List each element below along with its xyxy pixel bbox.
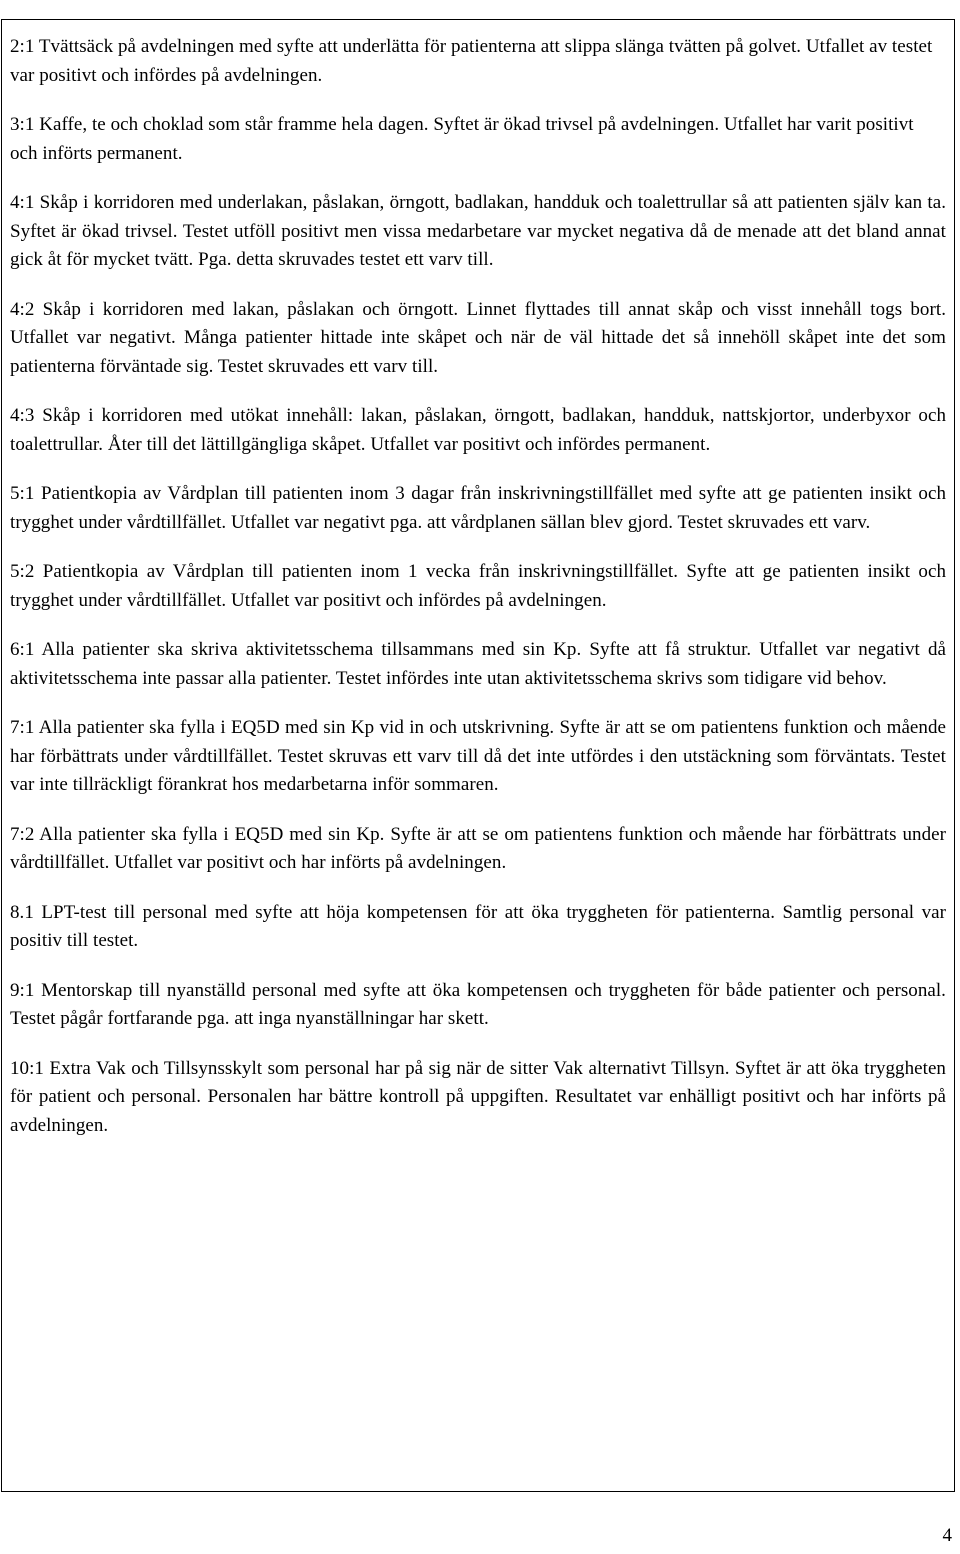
paragraph-5-1: 5:1 Patientkopia av Vårdplan till patienten inom 3 dagar från inskrivningstillfället med syfte att ge patienten insikt och trygghet under vårdtillfället. Utfallet var negativt pga. att vårdplanen sällan blev gjord. Testet skruvades ett varv. [10,483,946,533]
paragraph-7-2: 7:2 Alla patienter ska fylla i EQ5D med sin Kp. Syfte är att se om patientens funktion och mående har förbättrats under vårdtillfället. Utfallet var positivt och har införts på avdelningen. [10,823,946,873]
paragraph-8-1: 8.1 LPT-test till personal med syfte att höja kompetensen för att öka tryggheten för patienterna. Samtlig personal var positiv till testet. [10,901,946,951]
text-box [1,19,955,1492]
paragraph-7-1: 7:1 Alla patienter ska fylla i EQ5D med sin Kp vid in och utskrivning. Syfte är att se om patientens funktion och mående har förbättrats under vårdtillfället. Testet skruvas ett varv till då det inte utfördes i den utstäckning som förväntats. Testet var inte tillräckligt förankrat hos medarbetarna inför sommaren. [10,717,946,795]
paragraph-3-1: 3:1 Kaffe, te och choklad som står framme hela dagen. Syftet är ökad trivsel på avdelningen. Utfallet har varit positivt och införts permanent. [10,114,914,164]
paragraph-9-1: 9:1 Mentorskap till nyanställd personal med syfte att öka kompetensen och tryggheten för både patienter och personal. Testet pågår fortfarande pga. att inga nyanställningar har skett. [10,979,946,1029]
paragraph-2-1: 2:1 Tvättsäck på avdelningen med syfte att underlätta för patienterna att slippa slänga tvätten på golvet. Utfallet av testet var positivt och infördes på avdelningen. [10,36,933,86]
paragraph-10-1: 10:1 Extra Vak och Tillsynsskylt som personal har på sig när de sitter Vak alternativt Tillsyn. Syftet är att öka tryggheten för patient och personal. Personalen har bättre kontroll på uppgiften. Resultatet var enhälligt positivt och har införts på avdelningen. [10,1057,946,1136]
paragraph-4-3: 4:3 Skåp i korridoren med utökat innehåll: lakan, påslakan, örngott, badlakan, handduk, nattskjortor, underbyxor och toalettrullar. Åter till det lättillgängliga skåpet. Utfallet var positivt och infördes permanent. [10,405,946,455]
paragraph-6-1: 6:1 Alla patienter ska skriva aktivitetsschema tillsammans med sin Kp. Syfte att få struktur. Utfallet var negativt då aktivitetsschema inte passar alla patienter. Testet infördes inte utan aktivitetsschema skrivs som tidigare vid behov. [10,639,946,689]
paragraph-4-1: 4:1 Skåp i korridoren med underlakan, påslakan, örngott, badlakan, handduk och toalettrullar så att patienten själv kan ta. Syftet är ökad trivsel. Testet utföll positivt men vissa medarbetare var mycket negativa då de menade att det bland annat gick åt för mycket tvätt. Pga. detta skruvades testet ett varv till. [10,192,946,270]
paragraph-5-2: 5:2 Patientkopia av Vårdplan till patienten inom 1 vecka från inskrivningstillfället. Syfte att ge patienten insikt och trygghet under vårdtillfället. Utfallet var positivt och infördes på avdelningen. [10,561,946,611]
page-number: 4 [942,1525,952,1546]
paragraph-4-2: 4:2 Skåp i korridoren med lakan, påslakan och örngott. Linnet flyttades till annat skåp och visst innehåll togs bort. Utfallet var negativt. Många patienter hittade inte skåpet och när de väl hittade det så innehöll skåpet inte det som patienterna förväntade sig. Testet skruvades ett varv till. [10,298,946,377]
